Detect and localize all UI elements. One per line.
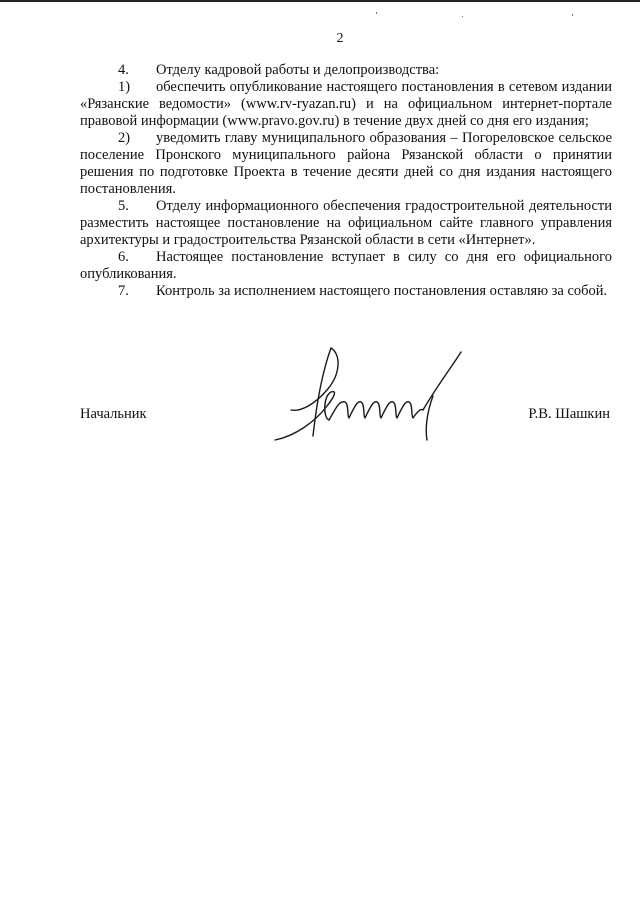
paragraph-6: [80, 249, 612, 283]
paragraph-number: 7.: [118, 283, 129, 299]
signatory-name: Р.В. Шашкин: [528, 406, 610, 422]
page-top-edge: [0, 0, 640, 2]
paragraph-7: [80, 283, 612, 300]
paragraph-text: Отделу информационного обеспечения градостроительной деятельности разместить настоящее постановление на официальном сайте главного управления архитектуры и градостроительства Рязанской области в сети «Интернет».: [80, 198, 612, 248]
document-body: [80, 62, 612, 300]
paragraph-number: 2): [118, 130, 131, 146]
paragraph-text: обеспечить опубликование настоящего постановления в сетевом издании «Рязанские ведомости» (www.rv-ryazan.ru) и на официальном интернет-портале правовой информации (www.pravo.gov.ru) в течение двух дней со дня его издания;: [80, 79, 612, 129]
scan-speck: [572, 14, 573, 16]
paragraph-number: 6.: [118, 249, 129, 265]
paragraph-4: [80, 62, 612, 79]
paragraph-number: 4.: [118, 62, 129, 78]
scan-speck: [462, 16, 463, 17]
signature-block: [80, 340, 612, 460]
paragraph-4-1: [80, 79, 612, 130]
paragraph-number: 5.: [118, 198, 129, 214]
paragraph-text: Контроль за исполнением настоящего постановления оставляю за собой.: [156, 283, 608, 299]
page-number: 2: [336, 31, 344, 46]
paragraph-number: 1): [118, 79, 131, 95]
paragraph-text: Отделу кадровой работы и делопроизводства:: [156, 62, 440, 78]
paragraph-4-2: [80, 130, 612, 198]
signatory-position: Начальник: [80, 406, 147, 422]
paragraph-text: уведомить главу муниципального образования – Погореловское сельское поселение Пронского муниципального района Рязанской области о принятии решения по подготовке Проекта в течение десяти дней со дня издания настоящего постановления.: [80, 130, 612, 197]
handwritten-signature: [265, 340, 465, 450]
scan-speck: [376, 12, 377, 14]
paragraph-text: Настоящее постановление вступает в силу со дня его официального опубликования.: [80, 249, 612, 282]
paragraph-5: [80, 198, 612, 249]
